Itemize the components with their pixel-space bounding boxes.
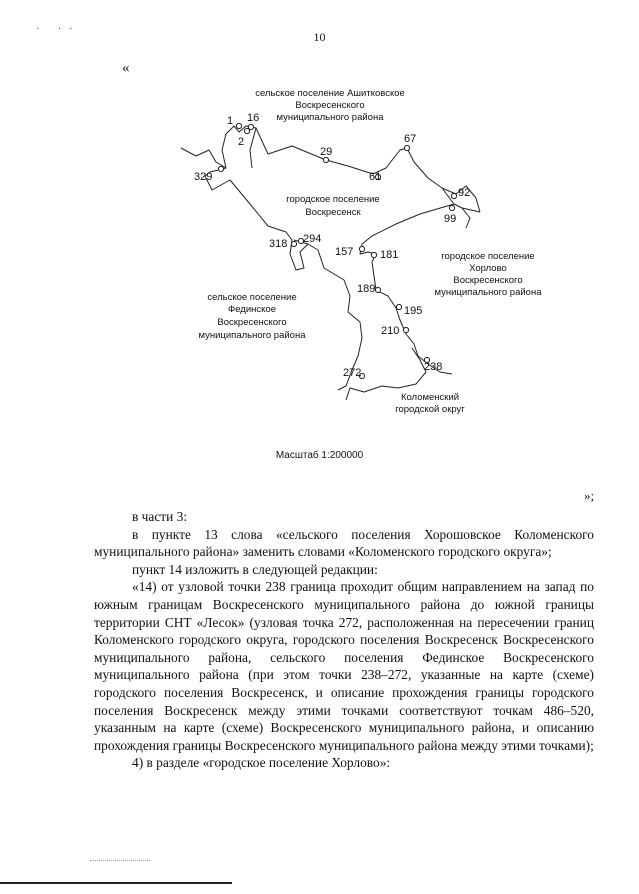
region-voskresensk-line1: городское поселение bbox=[286, 194, 380, 205]
paragraph-item-14-intro: пункт 14 изложить в следующей редакции: bbox=[132, 561, 378, 577]
point-label-61: 61 bbox=[369, 171, 382, 183]
region-fedinskoe-line4: муниципального района bbox=[198, 330, 306, 341]
boundary-west bbox=[205, 168, 308, 270]
point-label-1: 1 bbox=[227, 115, 234, 127]
point-label-318: 318 bbox=[269, 238, 288, 250]
region-voskresensk-line2: Воскресенск bbox=[305, 207, 361, 218]
region-ashitkovskoe-line1: сельское поселение Ашитковское bbox=[255, 88, 405, 99]
point-label-99: 99 bbox=[444, 213, 457, 225]
point-label-157: 157 bbox=[335, 246, 354, 258]
point-label-16: 16 bbox=[247, 112, 260, 124]
region-fedinskoe-line3: Воскресенского bbox=[217, 317, 287, 328]
paragraph-item-14-text: «14) от узловой точки 238 граница проходит общим направлением на запад по южным границам Воскресенского муниципального района до южной границы территории СНТ «Лесок» (узловая точка 272, расположенная на пересечении границ Коломенского городского округа, городского поселения Воскресенск Воскресенского муниципального района, сельского поселения Фединское Воскресенского муниципального района (при этом точки 238–272, указанные на карте (схеме) городского поселения Воскресенск, и описание прохождения границы городского поселения Воскресенск между этими точками соответствуют точкам 486–520, указанным на карте (схеме) Воскресенского муниципального района, и описанию прохождения границы Воскресенского муниципального района между этими точками); bbox=[94, 579, 594, 753]
point-label-92: 92 bbox=[458, 187, 471, 199]
map-scale: Масштаб 1:200000 bbox=[275, 450, 364, 461]
point-label-189: 189 bbox=[357, 283, 376, 295]
footer-rule bbox=[0, 882, 232, 884]
point-label-294: 294 bbox=[303, 233, 322, 245]
open-quote: « bbox=[122, 60, 130, 76]
region-fedinskoe-line2: Фединское bbox=[228, 304, 276, 315]
region-fedinskoe-line1: сельское поселение bbox=[207, 292, 297, 303]
paragraph-part-3: в части 3: bbox=[132, 509, 188, 524]
paragraph-item-13: в пункте 13 слова «сельского поселения Хорошовское Коломенского муниципального района» заменить словами «Коломенского городского округа»; bbox=[94, 526, 594, 560]
scan-marks: · ·· bbox=[36, 24, 81, 35]
point-label-195: 195 bbox=[404, 305, 423, 317]
point-label-272: 272 bbox=[343, 367, 362, 379]
boundary-east-khorlovo bbox=[462, 208, 470, 228]
point-label-181: 181 bbox=[380, 249, 399, 261]
region-khorlovo-line1: городское поселение bbox=[441, 251, 535, 262]
point-label-210: 210 bbox=[381, 325, 400, 337]
point-label-2: 2 bbox=[238, 136, 245, 148]
point-label-329: 329 bbox=[194, 171, 213, 183]
region-khorlovo-line4: муниципального района bbox=[434, 287, 542, 298]
page-number: 10 bbox=[313, 30, 326, 44]
scan-artifact bbox=[90, 860, 150, 862]
point-label-238: 238 bbox=[424, 361, 443, 373]
region-ashitkovskoe-line3: муниципального района bbox=[276, 112, 384, 123]
region-khorlovo-line3: Воскресенского bbox=[453, 275, 523, 286]
point-label-67: 67 bbox=[404, 133, 417, 145]
region-khorlovo-line2: Хорлово bbox=[469, 263, 507, 274]
region-kolomna-line1: Коломенский bbox=[400, 392, 460, 403]
boundary-inner bbox=[250, 128, 256, 168]
close-quote: »; bbox=[584, 488, 595, 503]
body-text bbox=[94, 508, 594, 772]
paragraph-section-khorlovo: 4) в разделе «городское поселение Хорлово»: bbox=[132, 755, 391, 771]
region-ashitkovskoe-line2: Воскресенского bbox=[295, 100, 365, 111]
region-kolomna-line2: городской округ bbox=[395, 404, 465, 415]
point-label-29: 29 bbox=[320, 146, 333, 158]
